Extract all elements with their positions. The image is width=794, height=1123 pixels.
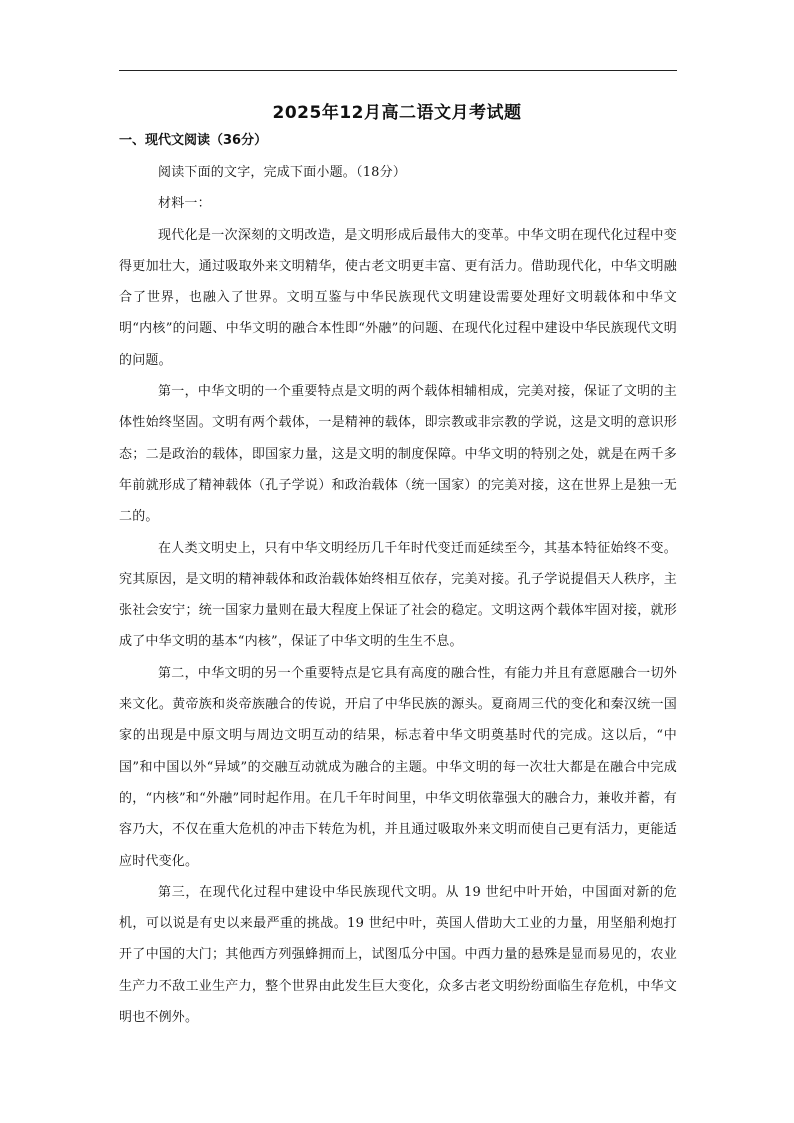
instruction-text: 阅读下面的文字，完成下面小题。（18分） xyxy=(158,165,407,180)
section-heading: 一、现代文阅读（36分） xyxy=(119,133,268,148)
material-label: 材料一： xyxy=(158,196,211,212)
page-title: 2025年12月高二语文月考试题 xyxy=(272,103,522,123)
paragraph: 在人类文明史上，只有中华文明经历几千年时代变迁而延续至今，其基本特征始终不变。究其原因，是文明的精神载体和政治载体始终相互依存，完美对接。孔子学说提倡天人秩序，主张社会安宁；统一国家力量则在最大程度上保证了社会的稳定。文明这两个载体牢固对接，就形成了中华文明的基本“内核”，保证了中华文明的生生不息。 xyxy=(119,540,677,650)
paragraph: 现代化是一次深刻的文明改造，是文明形成后最伟大的变革。中华文明在现代化过程中变得更加壮大，通过吸取外来文明精华，使古老文明更丰富、更有活力。借助现代化，中华文明融合了世界，也融入了世界。文明互鉴与中华民族现代文明建设需要处理好文明载体和中华文明“内核”的问题、中华文明的融合本性即“外融”的问题、在现代化过程中建设中华民族现代文明的问题。 xyxy=(119,227,677,368)
reading-passage xyxy=(119,157,677,1033)
paragraph: 第一，中华文明的一个重要特点是文明的两个载体相辅相成，完美对接，保证了文明的主体性始终坚固。文明有两个载体，一是精神的载体，即宗教或非宗教的学说，这是文明的意识形态；二是政治的载体，即国家力量，这是文明的制度保障。中华文明的特别之处，就是在两千多年前就形成了精神载体（孔子学说）和政治载体（统一国家）的完美对接，这在世界上是独一无二的。 xyxy=(119,384,677,525)
header-rule xyxy=(119,70,677,71)
paragraph: 第二，中华文明的另一个重要特点是它具有高度的融合性，有能力并且有意愿融合一切外来文化。黄帝族和炎帝族融合的传说，开启了中华民族的源头。夏商周三代的变化和秦汉统一国家的出现是中原文明与周边文明互动的结果，标志着中华文明奠基时代的完成。这以后，“中国”和中国以外“异域”的交融互动就成为融合的主题。中华文明的每一次壮大都是在融合中完成的，“内核”和“外融”同时起作用。在几千年时间里，中华文明依靠强大的融合力，兼收并蓄，有容乃大，不仅在重大危机的冲击下转危为机，并且通过吸取外来文明而使自己更有活力，更能适应时代变化。 xyxy=(119,665,677,869)
paragraph: 第三，在现代化过程中建设中华民族现代文明。从 19 世纪中叶开始，中国面对新的危机，可以说是有史以来最严重的挑战。19 世纪中叶，英国人借助大工业的力量，用坚船利炮打开了中国的大门；其他西方列强蜂拥而上，试图瓜分中国。中西力量的悬殊是显而易见的，农业生产力不敌工业生产力，整个世界由此发生巨大变化，众多古老文明纷纷面临生存危机，中华文明也不例外。 xyxy=(119,884,677,1026)
